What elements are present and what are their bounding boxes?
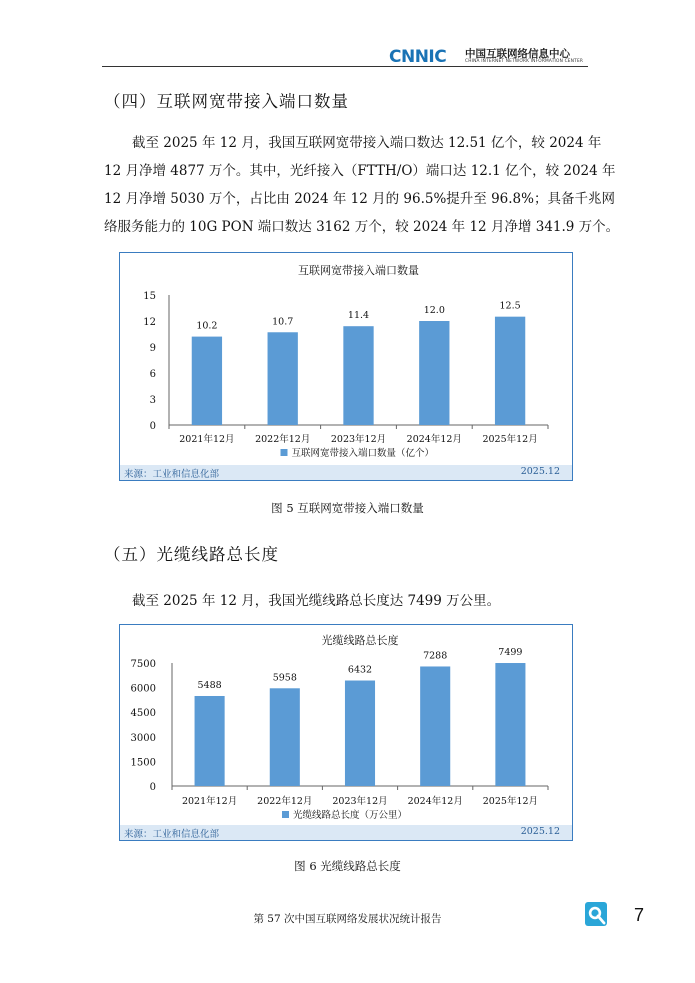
source-bar [120,825,572,840]
y-tick-label: 0 [149,782,156,793]
figure-5-caption: 图 5 互联网宽带接入端口数量 [271,501,424,515]
paragraph-line: 截至 2025 年 12 月，我国互联网宽带接入端口数达 12.51 亿个，较 2024 年 [132,135,602,151]
data-label: 12.5 [499,300,521,312]
chart-svg [120,625,572,825]
magnifier-q-icon [584,901,609,928]
x-tick-label: 2025年12月 [482,434,538,445]
bar [419,321,449,425]
x-tick-label: 2023年12月 [330,434,387,445]
x-tick-label: 2025年12月 [482,796,539,807]
y-tick-label: 9 [149,343,156,354]
source-label: 来源：工业和信息化部 [124,829,220,840]
paragraph-line: 截至 2025 年 12 月，我国光缆线路总长度达 7499 万公里。 [132,593,501,609]
data-label: 7499 [498,647,523,659]
y-tick-label: 6000 [130,683,156,695]
chart-date: 2025.12 [520,826,560,837]
source-bar [120,465,572,480]
org-name: 中国互联网络信息中心 [465,48,570,60]
cnnic-logo: CNNIC [389,47,447,67]
y-tick-label: 4500 [130,708,156,720]
x-tick-label: 2024年12月 [407,796,463,807]
x-tick-label: 2021年12月 [181,796,238,807]
source-label: 来源：工业和信息化部 [124,469,220,480]
data-label: 10.7 [272,316,294,328]
y-tick-label: 1500 [130,757,156,769]
y-tick-label: 0 [149,421,156,432]
legend-label: 光缆线路总长度（万公里） [293,810,408,821]
x-tick-label: 2024年12月 [406,434,462,445]
legend-swatch [282,811,289,818]
section-5-paragraph [104,587,589,615]
paragraph-line: 络服务能力的 10G PON 端口数达 3162 万个，较 2024 年 12 月净增 341.9 万个。 [104,219,620,235]
y-tick-label: 15 [143,291,156,302]
bar [192,337,222,425]
bar [268,332,298,425]
y-tick-label: 7500 [130,659,156,670]
bar [495,317,525,425]
bar [195,696,225,786]
page-number: 7 [634,905,645,925]
chart-date: 2025.12 [520,466,560,477]
bar [495,663,525,786]
bar [270,688,300,786]
chart-title: 互联网宽带接入端口数量 [298,264,419,277]
bar [420,666,450,786]
chart-fiber-length [119,624,573,841]
chart-title: 光缆线路总长度 [321,634,399,647]
section-5-title: （五）光缆线路总长度 [104,545,279,564]
data-label: 7288 [423,650,448,662]
chart-broadband-ports [119,252,573,481]
legend-label: 互联网宽带接入端口数量（亿个） [291,448,435,459]
paragraph-line: 12 月净增 5030 万个，占比由 2024 年 12 月的 96.5%提升至 96.8%；具备千兆网 [104,191,615,207]
x-tick-label: 2022年12月 [255,434,311,445]
chart-svg [120,253,572,465]
y-tick-label: 3 [149,395,156,406]
bar [343,326,373,425]
data-label: 6432 [347,664,373,676]
section-4-title: （四）互联网宽带接入端口数量 [104,92,349,111]
y-tick-label: 12 [143,317,156,328]
legend-swatch [281,449,288,456]
data-label: 11.4 [347,310,370,322]
header-rule [102,66,588,67]
x-tick-label: 2023年12月 [332,796,388,807]
y-tick-label: 6 [149,369,156,380]
x-tick-label: 2021年12月 [179,434,235,445]
x-tick-label: 2022年12月 [257,796,313,807]
data-label: 12.0 [423,305,445,316]
data-label: 10.2 [196,320,218,332]
y-tick-label: 3000 [130,732,156,744]
data-label: 5488 [197,679,222,691]
bar [345,681,375,786]
section-4-paragraph [104,129,620,241]
data-label: 5958 [272,672,297,684]
report-title-footer: 第 57 次中国互联网络发展状况统计报告 [253,913,442,925]
paragraph-line: 12 月净增 4877 万个。其中，光纤接入（FTTH/O）端口达 12.1 亿个，较 2024 年 [104,163,616,179]
figure-6-caption: 图 6 光缆线路总长度 [294,859,401,873]
org-name-en: CHINA INTERNET NETWORK INFORMATION CENTER [465,59,584,64]
